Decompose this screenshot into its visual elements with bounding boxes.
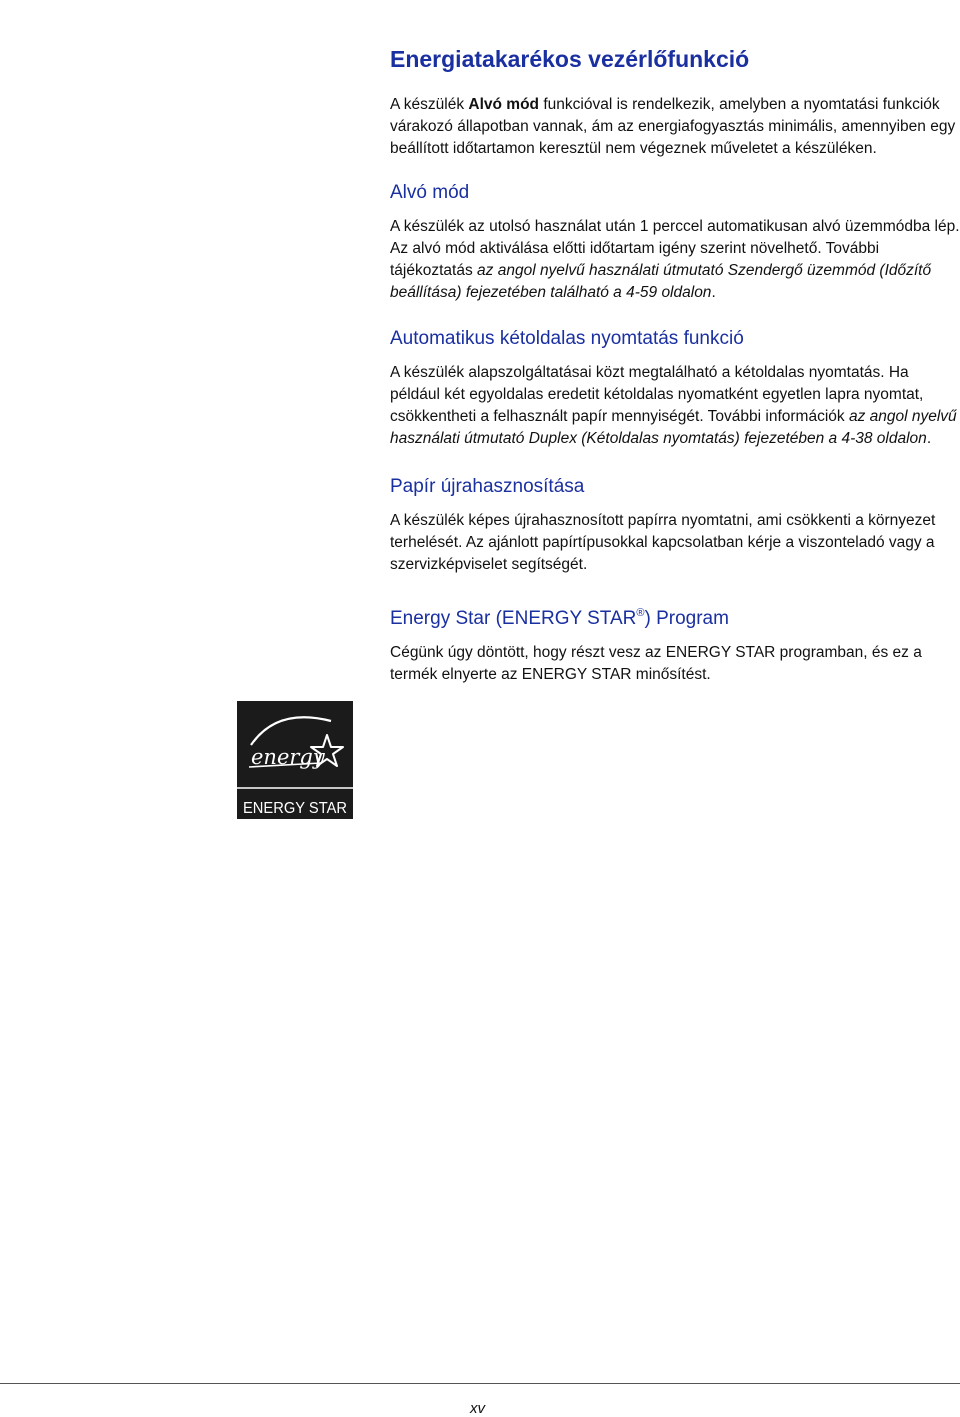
energy-star-heading: Energy Star (ENERGY STAR®) Program: [390, 607, 729, 629]
page-number: xv: [470, 1400, 485, 1417]
sleep-mode-section: [390, 180, 960, 304]
intro-paragraph: A készülék Alvó mód funkcióval is rendelkezik, amelyben a nyomtatási funkciók várakozó állapotban vannak, ám az energiafogyasztás minimális, amennyiben egy beállított időtartamon keresztül nem végeznek műveletet a készüléken.: [390, 96, 956, 157]
duplex-section: [390, 326, 960, 450]
duplex-paragraph: A készülék alapszolgáltatásai közt megtalálható a kétoldalas nyomtatás. Ha például két egyoldalas eredetit kétoldalas nyomatként egyetlen lapra nyomtat, csökkentheti a felhasznált papír mennyiségét. További információk az angol nyelvű használati útmutató Duplex (Kétoldalas nyomtatás) fejezetében a 4-38 oldalon.: [390, 364, 957, 447]
main-content: [390, 44, 960, 686]
energy-star-paragraph: Cégünk úgy döntött, hogy részt vesz az ENERGY STAR programban, és ez a termék elnyerte az ENERGY STAR minősítést.: [390, 644, 922, 683]
energy-star-caption: ENERGY STAR: [243, 800, 347, 817]
sleep-mode-term: Alvó mód: [468, 96, 540, 113]
duplex-heading: Automatikus kétoldalas nyomtatás funkció: [390, 328, 744, 349]
sleep-mode-heading: Alvó mód: [390, 182, 470, 203]
energy-script-word: energy: [251, 745, 325, 769]
paper-recycling-paragraph: A készülék képes újrahasznosított papírra nyomtatni, ami csökkenti a környezet terhelését. Az ajánlott papírtípusokkal kapcsolatban kérje a viszonteladó vagy a szervizképviselet segítségét.: [390, 512, 936, 573]
page-title: Energiatakarékos vezérlőfunkció: [390, 46, 750, 72]
energy-star-logo-graphic: [237, 701, 353, 819]
footer-divider: [0, 1383, 960, 1384]
duplex-reference: az angol nyelvű használati útmutató Duplex (Kétoldalas nyomtatás) fejezetében a 4-38 oldalon: [390, 408, 957, 447]
sleep-mode-reference: az angol nyelvű használati útmutató Szendergő üzemmód (Időzítő beállítása) fejezetében található a 4-59 oldalon: [390, 262, 932, 301]
sleep-mode-paragraph: A készülék az utolsó használat után 1 perccel automatikusan alvó üzemmódba lép. Az alvó mód aktiválása előtti időtartam igény szerint növelhető. További tájékoztatás az angol nyelvű használati útmutató Szendergő üzemmód (Időzítő beállítása) fejezetében található a 4-59 oldalon.: [390, 218, 960, 301]
intro-section: [390, 94, 960, 160]
paper-recycling-heading: Papír újrahasznosítása: [390, 476, 585, 497]
paper-recycling-section: [390, 474, 960, 576]
energy-star-logo: [237, 701, 353, 819]
energy-star-section: [390, 600, 960, 686]
registered-mark: ®: [636, 607, 645, 619]
